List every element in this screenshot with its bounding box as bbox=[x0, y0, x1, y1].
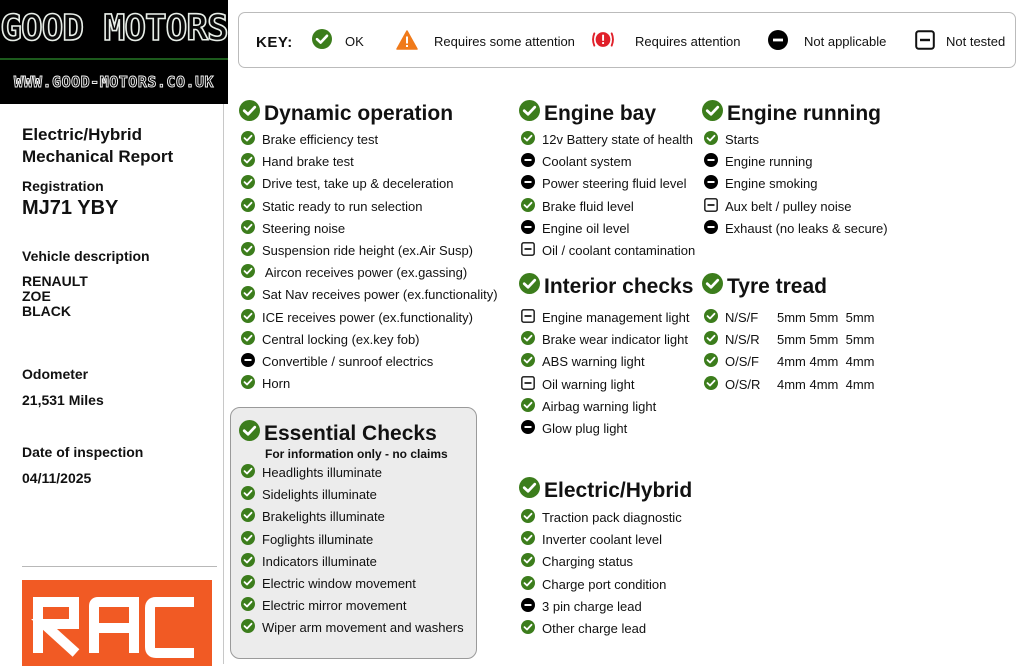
check-circle-icon bbox=[241, 464, 255, 481]
check-circle-icon bbox=[704, 331, 718, 348]
check-circle-icon bbox=[241, 375, 255, 392]
check-item bbox=[241, 286, 498, 303]
check-item-label: Brakelights illuminate bbox=[262, 509, 385, 524]
check-circle-icon bbox=[521, 553, 535, 570]
tyre-tread-values: 4mm 4mm 4mm bbox=[777, 354, 875, 369]
inspection-date-label: Date of inspection bbox=[22, 444, 144, 460]
check-item-label: Oil warning light bbox=[542, 377, 635, 392]
vehicle-description-label: Vehicle description bbox=[22, 248, 150, 264]
check-item-label: Engine oil level bbox=[542, 221, 630, 236]
check-item-label: Sat Nav receives power (ex.functionality) bbox=[262, 287, 498, 302]
check-circle-icon bbox=[241, 242, 255, 259]
check-item bbox=[521, 420, 627, 437]
check-circle-icon bbox=[239, 420, 260, 447]
check-circle-icon bbox=[241, 619, 255, 636]
check-item bbox=[704, 309, 875, 326]
check-item bbox=[704, 353, 875, 370]
section-title: Engine running bbox=[727, 101, 881, 125]
check-item-label: Other charge lead bbox=[542, 621, 647, 636]
check-item-label: O/S/R bbox=[725, 377, 761, 392]
key-title: KEY: bbox=[256, 34, 293, 51]
check-item-label: Engine running bbox=[725, 154, 813, 169]
key-attention-label: Requires attention bbox=[635, 34, 741, 49]
check-item bbox=[241, 198, 422, 215]
not-tested-icon bbox=[521, 376, 535, 393]
section-title: Electric/Hybrid bbox=[544, 478, 693, 502]
not-applicable-icon bbox=[704, 220, 718, 237]
not-tested-icon bbox=[521, 242, 535, 259]
check-item bbox=[521, 353, 645, 370]
check-item bbox=[241, 375, 290, 392]
tyre-tread-values: 5mm 5mm 5mm bbox=[777, 332, 875, 347]
check-item-label: Steering noise bbox=[262, 221, 346, 236]
check-item bbox=[241, 309, 473, 326]
vehicle-make: RENAULT bbox=[22, 273, 88, 289]
section-header-dynamic bbox=[239, 100, 453, 127]
logo-url: WWW.GOOD-MOTORS.CO.UK bbox=[13, 73, 215, 91]
vehicle-model: ZOE bbox=[22, 288, 51, 304]
vehicle-colour: BLACK bbox=[22, 303, 71, 319]
check-circle-icon bbox=[704, 376, 718, 393]
check-item bbox=[241, 264, 467, 281]
check-item-label: Brake wear indicator light bbox=[542, 332, 688, 347]
check-circle-icon bbox=[241, 220, 255, 237]
check-circle-icon bbox=[241, 309, 255, 326]
section-title: Dynamic operation bbox=[264, 101, 454, 125]
check-item-label: 3 pin charge lead bbox=[542, 599, 642, 614]
logo-name: GOOD MOTORS bbox=[0, 8, 228, 49]
check-item-label: Traction pack diagnostic bbox=[542, 510, 682, 525]
check-item-label: Brake fluid level bbox=[542, 199, 634, 214]
rac-wordmark-icon bbox=[22, 580, 212, 666]
check-item bbox=[241, 553, 377, 570]
check-item-label: Hand brake test bbox=[262, 154, 354, 169]
not-applicable-icon bbox=[704, 153, 718, 170]
check-circle-icon bbox=[241, 198, 255, 215]
check-item bbox=[704, 153, 812, 170]
not-tested-icon bbox=[521, 309, 535, 326]
check-circle-icon bbox=[521, 531, 535, 548]
key-not-tested-icon bbox=[915, 30, 935, 55]
check-item-label: Sidelights illuminate bbox=[262, 487, 377, 502]
key-attention-icon bbox=[590, 29, 616, 55]
section-title: Essential Checks bbox=[264, 421, 437, 445]
check-item bbox=[704, 331, 875, 348]
good-motors-logo bbox=[0, 0, 228, 104]
check-item-label: N/S/R bbox=[725, 332, 760, 347]
odometer-value: 21,531 Miles bbox=[22, 392, 104, 408]
tyre-tread-values: 4mm 4mm 4mm bbox=[777, 377, 875, 392]
left-column-divider bbox=[223, 104, 224, 664]
check-item-label: Airbag warning light bbox=[542, 399, 657, 414]
check-item-label: Inverter coolant level bbox=[542, 532, 662, 547]
not-applicable-icon bbox=[521, 598, 535, 615]
check-item bbox=[241, 153, 354, 170]
key-ok-icon bbox=[312, 29, 332, 54]
not-applicable-icon bbox=[521, 420, 535, 437]
check-item bbox=[704, 376, 875, 393]
check-item bbox=[704, 220, 888, 237]
section-header-engine-bay bbox=[519, 100, 656, 127]
check-item bbox=[521, 131, 693, 148]
check-item-label: ABS warning light bbox=[542, 354, 645, 369]
check-item-label: Aircon receives power (ex.gassing) bbox=[262, 265, 468, 280]
check-item bbox=[241, 508, 385, 525]
not-applicable-icon bbox=[704, 175, 718, 192]
check-circle-icon bbox=[241, 153, 255, 170]
check-item bbox=[241, 175, 454, 192]
check-circle-icon bbox=[241, 508, 255, 525]
check-circle-icon bbox=[241, 264, 255, 281]
section-header-essential bbox=[239, 420, 437, 447]
check-item bbox=[521, 531, 662, 548]
check-item-label: Wiper arm movement and washers bbox=[262, 620, 464, 635]
rac-logo bbox=[22, 580, 212, 666]
check-item bbox=[241, 464, 382, 481]
key-warning-label: Requires some attention bbox=[434, 34, 575, 49]
check-item-label: 12v Battery state of health bbox=[542, 132, 694, 147]
check-item bbox=[521, 309, 689, 326]
check-item bbox=[704, 198, 851, 215]
check-circle-icon bbox=[519, 477, 540, 504]
section-title: Tyre tread bbox=[727, 274, 827, 298]
check-item bbox=[241, 242, 473, 259]
report-title-line1: Electric/Hybrid bbox=[22, 125, 142, 144]
not-applicable-icon bbox=[521, 220, 535, 237]
check-item-label: Starts bbox=[725, 132, 759, 147]
check-item-label: Central locking (ex.key fob) bbox=[262, 332, 420, 347]
essential-checks-subtitle: For information only - no claims bbox=[265, 447, 448, 461]
key-ok-label: OK bbox=[345, 34, 364, 49]
check-circle-icon bbox=[241, 486, 255, 503]
check-item-label: Oil / coolant contamination bbox=[542, 243, 696, 258]
check-item-label: N/S/F bbox=[725, 310, 759, 325]
check-item-label: ICE receives power (ex.functionality) bbox=[262, 310, 473, 325]
left-divider bbox=[22, 566, 217, 567]
not-applicable-icon bbox=[241, 353, 255, 370]
registration-label: Registration bbox=[22, 178, 104, 194]
check-item-label: Engine smoking bbox=[725, 176, 818, 191]
check-circle-icon bbox=[521, 509, 535, 526]
check-item-label: Electric mirror movement bbox=[262, 598, 407, 613]
check-item bbox=[521, 175, 687, 192]
check-item bbox=[521, 598, 642, 615]
check-circle-icon bbox=[704, 131, 718, 148]
key-not-applicable-icon bbox=[768, 30, 788, 55]
check-item-label: Brake efficiency test bbox=[262, 132, 379, 147]
check-item-label: O/S/F bbox=[725, 354, 759, 369]
inspection-date-value: 04/11/2025 bbox=[22, 470, 92, 486]
check-circle-icon bbox=[702, 273, 723, 300]
check-circle-icon bbox=[521, 576, 535, 593]
check-item bbox=[241, 531, 373, 548]
check-item bbox=[521, 553, 633, 570]
check-item-label: Aux belt / pulley noise bbox=[725, 199, 852, 214]
logo-divider bbox=[0, 58, 228, 60]
check-item bbox=[241, 331, 420, 348]
check-item-label: Exhaust (no leaks & secure) bbox=[725, 221, 888, 236]
check-item bbox=[521, 331, 688, 348]
registration-value: MJ71 YBY bbox=[22, 197, 119, 219]
section-header-electric bbox=[519, 477, 692, 504]
check-item bbox=[241, 220, 345, 237]
odometer-label: Odometer bbox=[22, 366, 89, 382]
check-circle-icon bbox=[521, 198, 535, 215]
check-circle-icon bbox=[241, 597, 255, 614]
tyre-tread-values: 5mm 5mm 5mm bbox=[777, 310, 875, 325]
check-circle-icon bbox=[702, 100, 723, 127]
check-circle-icon bbox=[241, 175, 255, 192]
not-tested-icon bbox=[704, 198, 718, 215]
check-item bbox=[521, 509, 682, 526]
check-item bbox=[241, 575, 416, 592]
check-circle-icon bbox=[521, 353, 535, 370]
section-header-engine-running bbox=[702, 100, 881, 127]
check-item bbox=[521, 576, 666, 593]
check-item bbox=[241, 619, 464, 636]
check-item bbox=[521, 242, 695, 259]
check-circle-icon bbox=[521, 331, 535, 348]
check-item bbox=[241, 597, 406, 614]
check-circle-icon bbox=[241, 553, 255, 570]
section-header-interior bbox=[519, 273, 693, 300]
check-circle-icon bbox=[241, 575, 255, 592]
check-circle-icon bbox=[521, 620, 535, 637]
vehicle-description bbox=[22, 274, 88, 319]
check-item bbox=[704, 175, 818, 192]
key-warning-icon bbox=[396, 29, 418, 56]
report-title-line2: Mechanical Report bbox=[22, 147, 174, 166]
check-circle-icon bbox=[241, 286, 255, 303]
check-item-label: Drive test, take up & deceleration bbox=[262, 176, 454, 191]
check-item bbox=[521, 398, 656, 415]
check-item-label: Coolant system bbox=[542, 154, 632, 169]
check-circle-icon bbox=[239, 100, 260, 127]
check-item-label: Headlights illuminate bbox=[262, 465, 382, 480]
check-item-label: Suspension ride height (ex.Air Susp) bbox=[262, 243, 474, 258]
check-item bbox=[521, 620, 646, 637]
check-item bbox=[521, 220, 629, 237]
check-item bbox=[521, 198, 634, 215]
key-not-tested-label: Not tested bbox=[946, 34, 1006, 49]
check-item-label: Power steering fluid level bbox=[542, 176, 687, 191]
check-item-label: Foglights illuminate bbox=[262, 532, 374, 547]
check-circle-icon bbox=[241, 531, 255, 548]
check-item-label: Convertible / sunroof electrics bbox=[262, 354, 434, 369]
check-item-label: Glow plug light bbox=[542, 421, 628, 436]
check-item bbox=[521, 153, 632, 170]
check-item bbox=[521, 376, 635, 393]
check-circle-icon bbox=[521, 398, 535, 415]
report-title bbox=[22, 124, 173, 168]
check-circle-icon bbox=[519, 100, 540, 127]
check-item bbox=[704, 131, 759, 148]
check-circle-icon bbox=[519, 273, 540, 300]
not-applicable-icon bbox=[521, 153, 535, 170]
not-applicable-icon bbox=[521, 175, 535, 192]
check-circle-icon bbox=[241, 131, 255, 148]
check-item bbox=[241, 353, 433, 370]
check-circle-icon bbox=[704, 353, 718, 370]
section-header-tyres bbox=[702, 273, 827, 300]
section-title: Engine bay bbox=[544, 101, 657, 125]
check-item-label: Static ready to run selection bbox=[262, 199, 423, 214]
check-circle-icon bbox=[241, 331, 255, 348]
check-item-label: Charging status bbox=[542, 554, 634, 569]
check-item-label: Horn bbox=[262, 376, 291, 391]
check-item-label: Charge port condition bbox=[542, 577, 667, 592]
section-title: Interior checks bbox=[544, 274, 694, 298]
check-item bbox=[241, 131, 378, 148]
key-not-applicable-label: Not applicable bbox=[804, 34, 887, 49]
check-item-label: Indicators illuminate bbox=[262, 554, 377, 569]
check-item-label: Engine management light bbox=[542, 310, 690, 325]
check-circle-icon bbox=[704, 309, 718, 326]
check-circle-icon bbox=[521, 131, 535, 148]
check-item-label: Electric window movement bbox=[262, 576, 416, 591]
check-item bbox=[241, 486, 377, 503]
